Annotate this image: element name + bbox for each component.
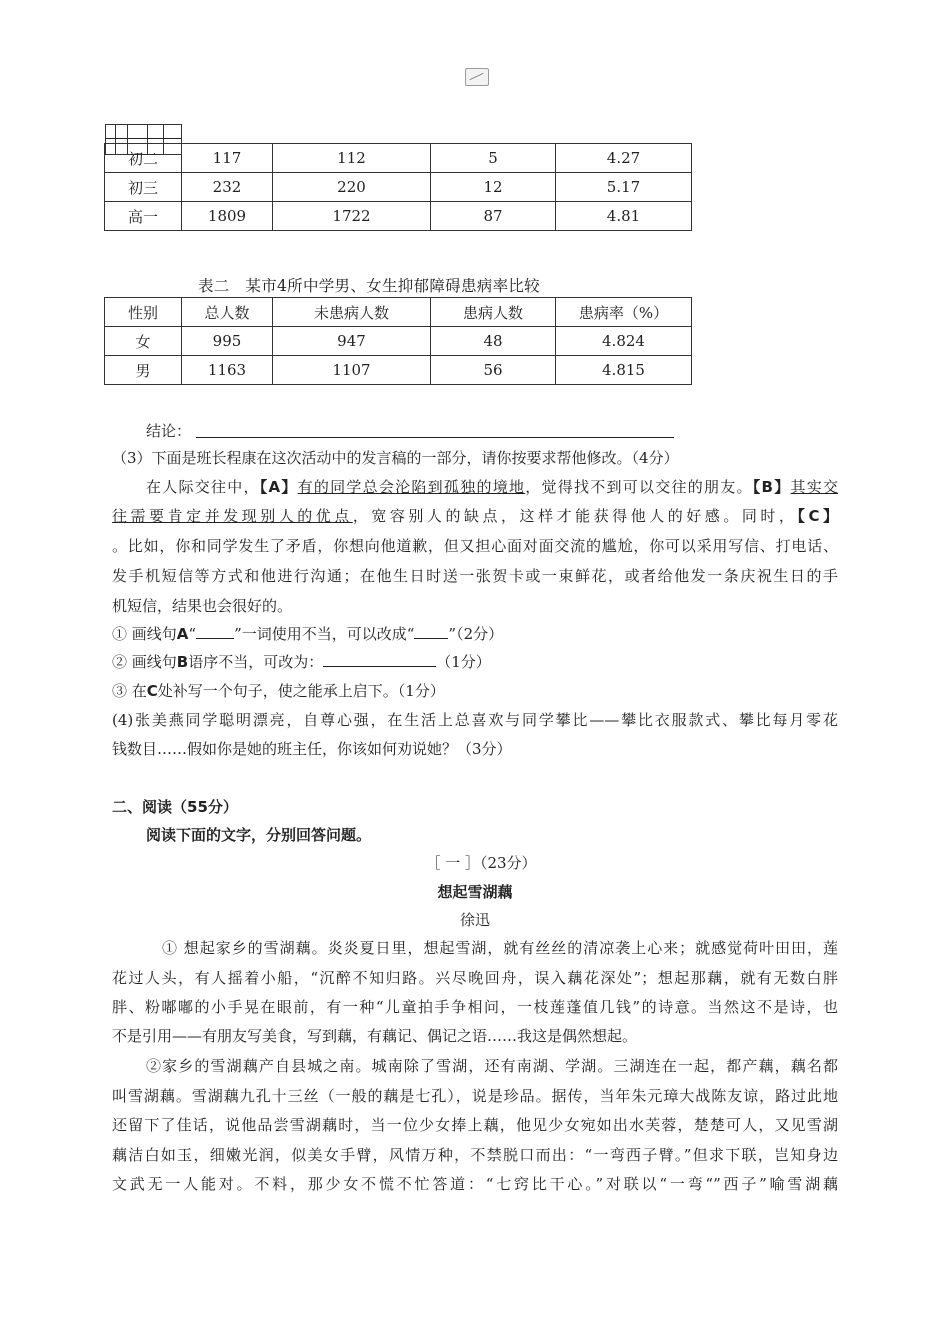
table-row [105,173,692,202]
q3-sub-3: ③ 在C处补写一个句子，使之能承上启下。（1分） [112,682,445,700]
table-cell: 87 [431,202,556,231]
q3-paragraph-line-3: 。比如，你和同学发生了矛盾，你想向他道歉，但又担心面对面交流的尴尬，你可以采用写信、打电话、 [112,537,838,555]
table-cell: 总人数 [182,298,273,327]
table-cell: 220 [273,173,431,202]
passage-author: 徐迅 [459,911,490,929]
conclusion-answer-line [196,437,674,438]
q3-paragraph-line-1: 在人际交往中，【A】有的同学总会沦陷到孤独的境地，觉得找不到可以交往的朋友。【B】其实交 [146,478,838,496]
table-cell: 女 [105,327,182,356]
table-cell: 未患病人数 [273,298,431,327]
q4-line-2: 钱数目……假如你是她的班主任，你该如何劝说她？（3分） [112,740,512,758]
passage-line: 不是引用——有朋友写美食，写到藕，有藕记、偶记之语……我这是偶然想起。 [112,1027,638,1045]
table-cell: 56 [431,356,556,385]
table-cell: 高一 [105,202,182,231]
table-cell: 1107 [273,356,431,385]
table-cell: 995 [182,327,273,356]
conclusion-label: 结论： [146,422,192,440]
sub2-blank[interactable] [323,652,436,667]
table-cell: 5 [431,144,556,173]
sub1-blank-1[interactable] [196,624,234,639]
passage-line: 胖、粉嘟嘟的小手晃在眼前，有一种“儿童拍手争相问，一枝莲蓬值几钱”的诗意。当然这不是诗，也 [112,998,838,1016]
table-cell: 232 [182,173,273,202]
table-cell: 4.815 [556,356,692,385]
table-cell: 患病人数 [431,298,556,327]
table-cell: 1722 [273,202,431,231]
section-2-instruction: 阅读下面的文字，分别回答问题。 [146,826,372,844]
passage-title: 想起雪湖藕 [437,883,513,901]
table-cell: 4.81 [556,202,692,231]
passage-line: 花过人头，有人摇着小船，“沉醉不知归路。兴尽晚回舟，误入藕花深处”；想起那藕，就有无数白胖 [112,969,838,987]
q3-prompt: （3）下面是班长程康在这次活动中的发言稿的一部分，请你按要求帮他修改。（4分） [112,449,679,467]
table-cell: 1809 [182,202,273,231]
table-cell: 12 [431,173,556,202]
table-row [105,124,182,139]
table-cell: 初二 [105,144,182,173]
table-cell: 117 [182,144,273,173]
sub1-blank-2[interactable] [414,624,448,639]
table-cell [115,125,127,155]
table-row [105,202,692,231]
q3-paragraph-line-5: 机短信，结果也会很好的。 [112,597,293,615]
table-cell: 4.27 [556,144,692,173]
q4-line-1: (4)张美燕同学聪明漂亮，自尊心强，在生活上总喜欢与同学攀比——攀比衣服款式、攀比每月零花 [112,711,838,729]
table-cell: 4.824 [556,327,692,356]
table-cell: 5.17 [556,173,692,202]
table-cell: 性别 [105,298,182,327]
table-cell [164,125,182,155]
q3-sub-2: ② 画线句B语序不当，可改为： （1分） [112,653,491,671]
passage-line: ②家乡的雪湖藕产自县城之南。城南除了雪湖，还有南湖、学湖。三湖连在一起，都产藕，藕名都 [146,1057,838,1075]
table-row [105,144,692,173]
passage-line: 藕洁白如玉，细嫩光润，似美女手臂，风情万种，不禁脱口而出：“一弯西子臂。”但求下联，岂知身边 [112,1146,838,1164]
passage-line: ① 想起家乡的雪湖藕。炎炎夏日里，想起雪湖，就有丝丝的清凉袭上心来；就感觉荷叶田田，莲 [162,939,838,957]
table-header-row [105,298,692,327]
image-placeholder-icon [465,68,489,86]
table-1 [104,124,692,231]
table-cell: 男 [105,356,182,385]
q3-sub-1: ① 画线句A“ ”一词使用不当，可以改成“ ”（2分） [112,625,504,643]
table-2 [104,297,692,385]
table-cell: 初三 [105,173,182,202]
q3-paragraph-line-2: 往需要肯定并发现别人的优点，宽容别人的缺点，这样才能获得他人的好感。同时，【C】 [112,507,838,525]
table-cell: 947 [273,327,431,356]
table-cell: 1163 [182,356,273,385]
passage-line: 叫雪湖藕。雪湖藕九孔十三丝（一般的藕是七孔），说是珍品。据传，当年朱元璋大战陈友谅，路过此地 [112,1087,838,1105]
table-cell: 112 [273,144,431,173]
passage-line: 还留下了佳话，说他品尝雪湖藕时，当一位少女捧上藕，他见少女宛如出水芙蓉，楚楚可人，又见雪湖 [112,1116,838,1134]
table-cell: 48 [431,327,556,356]
q3-paragraph-line-4: 发手机短信等方式和他进行沟通；在他生日时送一张贺卡或一束鲜花，或者给他发一条庆祝生日的手 [112,567,838,585]
table-2-caption: 表二 某市4所中学男、女生抑郁障碍患病率比较 [198,277,540,295]
passage-line: 文武无一人能对。不料，那少女不慌不忙答道：“七窍比干心。”对联以“一弯“”西子”喻雪湖藕 [112,1175,838,1193]
table-cell: 患病率（%） [556,298,692,327]
section-2-heading: 二、阅读（55分） [112,798,238,816]
table-row [105,356,692,385]
part-heading: ［ 一 ］（23分） [425,854,537,872]
table-row [105,327,692,356]
table-cell [105,125,115,155]
